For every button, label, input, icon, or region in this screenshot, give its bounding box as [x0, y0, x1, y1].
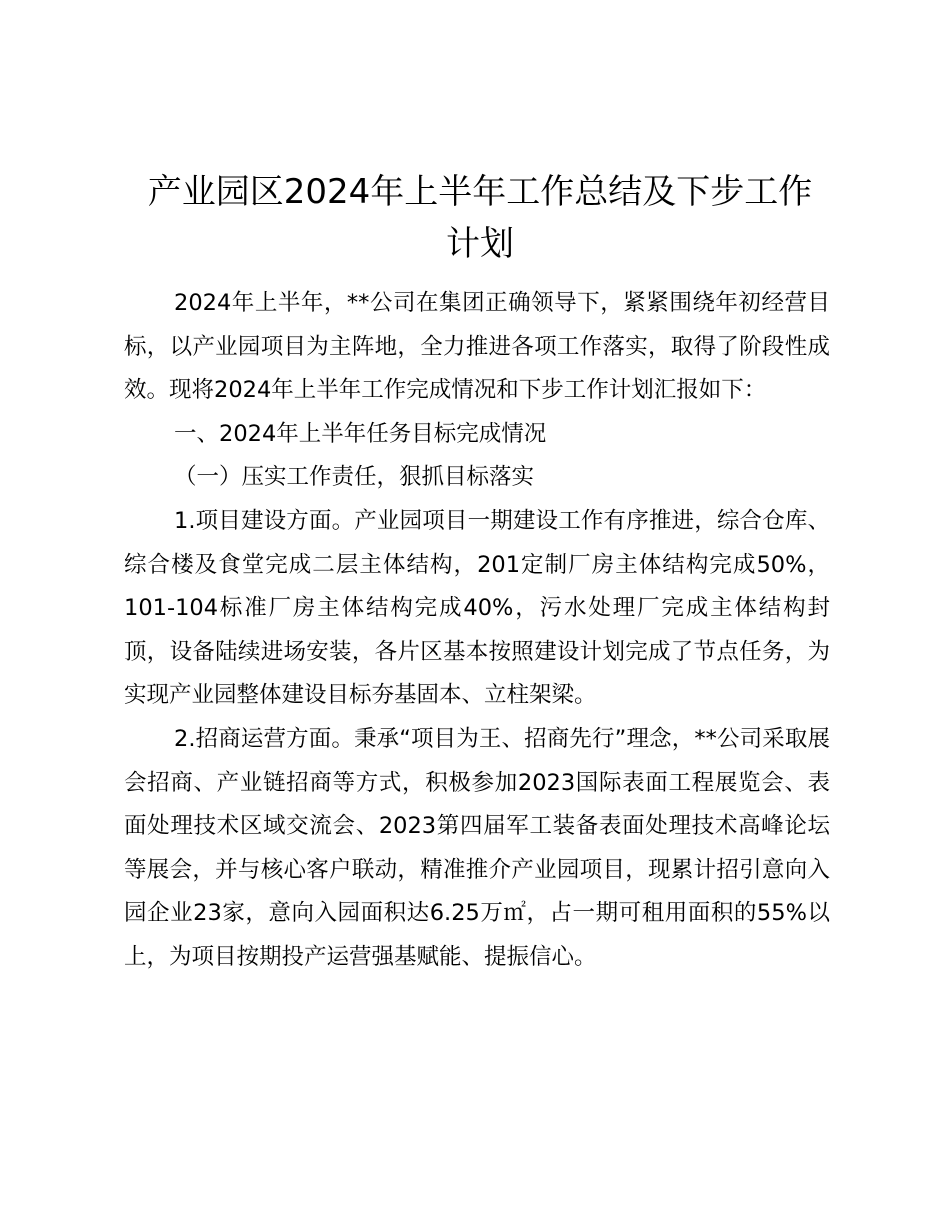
investment-operation-paragraph: 2.招商运营方面。秉承“项目为王、招商先行”理念，**公司采取展会招商、产业链招商等方式，积极参加2023国际表面工程展览会、表面处理技术区域交流会、2023第四届军工装备表面处理技术高峰论坛等展会，并与核心客户联动，精准推介产业园项目，现累计招引意向入园企业23家，意向入园面积达6.25万㎡，占一期可租用面积的55%以上，为项目按期投产运营强基赋能、提振信心。	[124, 725, 830, 970]
title-line-2: 计划	[446, 224, 514, 264]
intro-paragraph: 2024年上半年，**公司在集团正确领导下，紧紧围绕年初经营目标，以产业园项目为主阵地，全力推进各项工作落实，取得了阶段性成效。现将2024年上半年工作完成情况和下步工作计划汇报如下：	[124, 290, 830, 404]
section-heading-1: 一、2024年上半年任务目标完成情况	[174, 420, 547, 447]
title-line-1: 产业园区2024年上半年工作总结及下步工作	[147, 172, 813, 212]
document-title	[124, 166, 836, 270]
document-body	[124, 282, 830, 980]
subsection-heading-1: （一）压实工作责任，狠抓目标落实	[174, 464, 535, 491]
project-construction-paragraph: 1.项目建设方面。产业园项目一期建设工作有序推进，综合仓库、综合楼及食堂完成二层主体结构，201定制厂房主体结构完成50%，101-104标准厂房主体结构完成40%，污水处理厂完成主体结构封顶，设备陆续进场安装，各片区基本按照建设计划完成了节点任务，为实现产业园整体建设目标夯基固本、立柱架梁。	[124, 507, 830, 709]
